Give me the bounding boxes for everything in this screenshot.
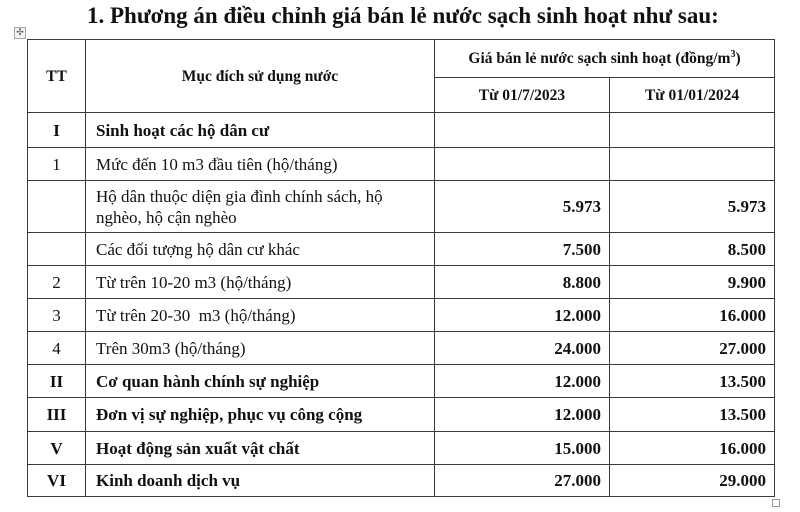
- row-desc: Các đối tượng hộ dân cư khác: [86, 233, 435, 266]
- row-tt: VI: [28, 465, 86, 497]
- row-price-2024: 13.500: [610, 398, 775, 432]
- table-row: [28, 465, 775, 497]
- table-row: [28, 432, 775, 465]
- header-price-group: [435, 40, 775, 78]
- row-price-2024: [610, 148, 775, 181]
- section-heading: 1. Phương án điều chỉnh giá bán lẻ nước sạch sinh hoạt như sau:: [87, 3, 719, 28]
- table-row: [28, 181, 775, 233]
- row-price-2024: 16.000: [610, 299, 775, 332]
- row-tt: 1: [28, 148, 86, 181]
- row-desc: Mức đến 10 m3 đầu tiên (hộ/tháng): [86, 148, 435, 181]
- move-cross-icon: ✣: [16, 27, 24, 38]
- row-desc: Hoạt động sản xuất vật chất: [86, 432, 435, 465]
- row-desc: Từ trên 10-20 m3 (hộ/tháng): [86, 266, 435, 299]
- row-tt: 2: [28, 266, 86, 299]
- row-price-2023: 12.000: [435, 365, 610, 398]
- header-col-2023: Từ 01/7/2023: [435, 78, 610, 113]
- table-row: [28, 233, 775, 266]
- water-price-table: [27, 39, 775, 497]
- header-tt: TT: [28, 40, 86, 113]
- header-row-1: [28, 40, 775, 78]
- header-price-group-text: Giá bán lẻ nước sạch sinh hoạt (đồng/m: [468, 50, 731, 67]
- row-price-2023: 12.000: [435, 398, 610, 432]
- row-desc: Sinh hoạt các hộ dân cư: [86, 113, 435, 148]
- row-price-2023: 7.500: [435, 233, 610, 266]
- row-desc: Trên 30m3 (hộ/tháng): [86, 332, 435, 365]
- row-price-2023: 15.000: [435, 432, 610, 465]
- row-price-2024: 5.973: [610, 181, 775, 233]
- table-row: [28, 398, 775, 432]
- row-price-2023: 27.000: [435, 465, 610, 497]
- header-purpose: Mục đích sử dụng nước: [86, 40, 435, 113]
- row-desc: Đơn vị sự nghiệp, phục vụ công cộng: [86, 398, 435, 432]
- row-tt: V: [28, 432, 86, 465]
- table-row: [28, 299, 775, 332]
- table-row: [28, 266, 775, 299]
- row-price-2023: 5.973: [435, 181, 610, 233]
- row-price-2024: 29.000: [610, 465, 775, 497]
- row-tt: 4: [28, 332, 86, 365]
- superscript-3: 3: [730, 49, 736, 60]
- row-price-2024: 16.000: [610, 432, 775, 465]
- row-price-2024: [610, 113, 775, 148]
- row-price-2024: 8.500: [610, 233, 775, 266]
- row-tt: III: [28, 398, 86, 432]
- row-price-2024: 9.900: [610, 266, 775, 299]
- header-price-group-close: ): [735, 50, 741, 67]
- row-price-2023: [435, 148, 610, 181]
- table-row: [28, 332, 775, 365]
- row-tt: I: [28, 113, 86, 148]
- row-price-2024: 13.500: [610, 365, 775, 398]
- table-resize-handle[interactable]: [772, 499, 780, 507]
- row-desc: Kinh doanh dịch vụ: [86, 465, 435, 497]
- row-price-2023: 24.000: [435, 332, 610, 365]
- table-row: [28, 148, 775, 181]
- table-row: [28, 113, 775, 148]
- row-desc: Hộ dân thuộc diện gia đình chính sách, hộ nghèo, hộ cận nghèo: [86, 181, 435, 233]
- row-tt: 3: [28, 299, 86, 332]
- row-price-2023: 12.000: [435, 299, 610, 332]
- row-tt: [28, 233, 86, 266]
- header-col-2024: Từ 01/01/2024: [610, 78, 775, 113]
- row-price-2023: [435, 113, 610, 148]
- row-desc: Cơ quan hành chính sự nghiệp: [86, 365, 435, 398]
- table-row: [28, 365, 775, 398]
- row-price-2023: 8.800: [435, 266, 610, 299]
- row-tt: [28, 181, 86, 233]
- row-desc: Từ trên 20-30 m3 (hộ/tháng): [86, 299, 435, 332]
- row-tt: II: [28, 365, 86, 398]
- table-move-handle[interactable]: [14, 27, 26, 39]
- row-price-2024: 27.000: [610, 332, 775, 365]
